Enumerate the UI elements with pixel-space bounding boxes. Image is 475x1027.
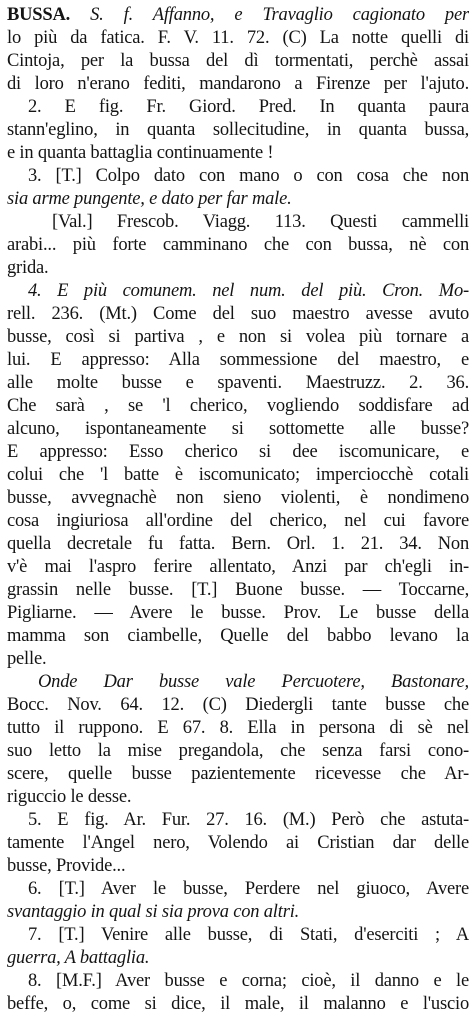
entry-line: scere, quelle busse pazientemente ricevesse che Ar- (7, 764, 469, 784)
entry-line: tutto il ruppono. E 67. 8. Ella in persona di sè nel (7, 718, 469, 738)
entry-line: e in quanta battaglia continuamente ! (7, 143, 274, 163)
sense-6-line: 6. [T.] Aver le busse, Perdere nel giuoco, Avere (28, 879, 469, 899)
entry-line: Cintoja, per la bussa del dì tormentati, perchè assai (7, 51, 469, 71)
entry-line: quella decretale fu fatta. Bern. Orl. 1. 21. 34. Non (7, 534, 469, 554)
sense-3-line: 3. [T.] Colpo dato con mano o con cosa che non (28, 166, 469, 186)
entry-line: mamma son ciambelle, Quelle del babbo levano la (7, 626, 469, 646)
entry-line: grassin nelle busse. [T.] Buone busse. — Toccarne, (7, 580, 469, 600)
entry-line: colui che 'l batte è iscomunicato; imperciocchè cotali (7, 465, 469, 485)
entry-line: alcuno, ispontaneamente si sottomette alle busse? (7, 419, 469, 439)
sense-2-line: 2. E fig. Fr. Giord. Pred. In quanta paura (28, 97, 469, 117)
entry-line: stann'eglino, in quanta sollecitudine, in quanta bussa, (7, 120, 469, 140)
entry-line: di loro n'erano fediti, mandarono a Firenze per l'ajuto. (7, 74, 469, 94)
entry-line: E appresso: Esso cherico si dee iscomunicare, e (7, 442, 469, 462)
entry-line: cosa ingiuriosa all'ordine del cherico, nel cui favore (7, 511, 469, 531)
entry-line: grida. (7, 258, 49, 278)
entry-line: Che sarà , se 'l cherico, vogliendo soddisfare ad (7, 396, 469, 416)
entry-line: svantaggio in qual si sia prova con altri. (7, 902, 300, 922)
entry-line: sia arme pungente, e dato per far male. (7, 189, 292, 209)
entry-line: guerra, A battaglia. (7, 948, 150, 968)
subsense-line: Onde Dar busse vale Percuotere, Bastonare, (38, 672, 469, 692)
headword: BUSSA. (7, 5, 71, 25)
entry-line: tamente l'Angel nero, Volendo ai Cristian dar delle (7, 833, 469, 853)
entry-line: Bocc. Nov. 64. 12. (C) Diedergli tante busse che (7, 695, 469, 715)
sense-5-line: 5. E fig. Ar. Fur. 27. 16. (M.) Però che astuta- (28, 810, 469, 830)
entry-line: beffe, o, come si dice, il male, il malanno e l'uscio (7, 994, 469, 1014)
entry-line: rell. 236. (Mt.) Come del suo maestro avesse avuto (7, 304, 469, 324)
entry-line: alle molte busse e spaventi. Maestruzz. 2. 36. (7, 373, 469, 393)
entry-line: riguccio le desse. (7, 787, 132, 807)
entry-line: lui. E appresso: Alla sommessione del maestro, e (7, 350, 469, 370)
definition-text: S. f. Affanno, e Travaglio cagionato per (90, 5, 469, 25)
sense-7-line: 7. [T.] Venire alle busse, di Stati, d'eserciti ; A (28, 925, 469, 945)
entry-line: suo letto la mise pregandola, che senza farsi cono- (7, 741, 469, 761)
sense-8-line: 8. [M.F.] Aver busse e corna; cioè, il danno e le (28, 971, 469, 991)
sense-4-line: 4. E più comunem. nel num. del più. Cron. Mo- (28, 281, 469, 301)
entry-line: v'è mai l'aspro ferire allentato, Anzi par ch'egli in- (7, 557, 469, 577)
entry-line (7, 4, 469, 27)
entry-line: arabi... più forte camminano che con bussa, nè con (7, 235, 469, 255)
entry-line: lo più da fatica. F. V. 11. 72. (C) La notte quelli di (7, 28, 469, 48)
entry-line: busse, Provide... (7, 856, 126, 876)
entry-line: busse, così si partiva , e non si volea più tornare a (7, 327, 469, 347)
entry-line: busse, avvegnachè non sieno violenti, è nondimeno (7, 488, 469, 508)
entry-line: [Val.] Frescob. Viagg. 113. Questi cammelli (52, 212, 469, 232)
entry-line: pelle. (7, 649, 47, 669)
entry-line: Pigliarne. — Avere le busse. Prov. Le busse della (7, 603, 469, 623)
